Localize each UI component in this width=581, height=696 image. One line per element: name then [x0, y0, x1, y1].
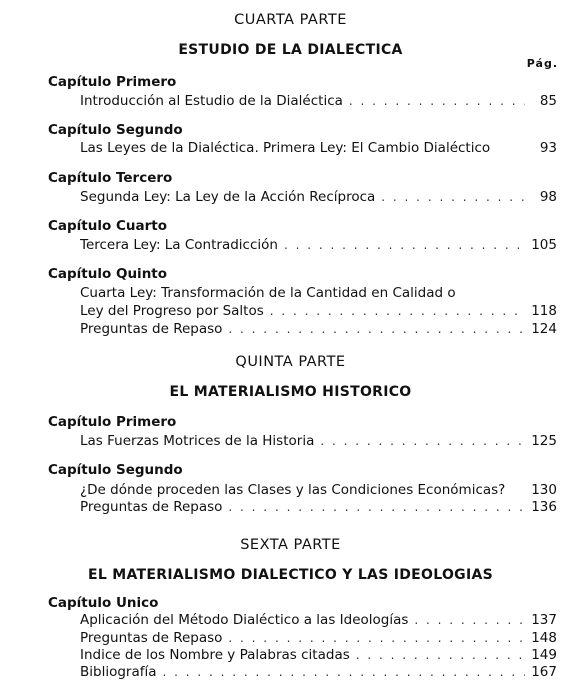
dot-leader [349, 94, 525, 108]
part-title: EL MATERIALISMO DIALECTICO Y LAS IDEOLOGIAS [88, 567, 493, 583]
chapter-heading: Capítulo Primero [48, 74, 177, 90]
toc-entry [80, 303, 557, 321]
entry-title: Preguntas de Repaso [80, 630, 223, 646]
toc-entry [80, 482, 557, 500]
part-title: EL MATERIALISMO HISTORICO [169, 384, 412, 400]
entry-title: Tercera Ley: La Contradicción [80, 237, 278, 253]
toc-entry [80, 321, 557, 339]
toc-entry [80, 140, 557, 158]
dot-leader [381, 190, 525, 204]
entry-page: 148 [531, 630, 557, 646]
dot-leader [414, 613, 525, 627]
chapter-heading: Capítulo Primero [48, 414, 177, 430]
entry-title: Las Leyes de la Dialéctica. Primera Ley: El Cambio Dialéctico [80, 140, 491, 156]
entry-page: 118 [531, 303, 557, 319]
part-label: CUARTA PARTE [234, 12, 347, 28]
toc-entry [80, 189, 557, 207]
entry-page: 85 [539, 93, 557, 109]
chapter-heading: Capítulo Segundo [48, 122, 183, 138]
dot-leader [284, 238, 525, 252]
toc-entry [80, 630, 557, 648]
dot-leader [163, 665, 525, 679]
dot-leader [228, 322, 525, 336]
entry-page: 98 [539, 189, 557, 205]
entry-title: Ley del Progreso por Saltos [80, 303, 264, 319]
entry-page: 149 [531, 647, 557, 663]
dot-leader [270, 304, 525, 318]
entry-page: 125 [531, 433, 557, 449]
toc-entry [80, 237, 557, 255]
chapter-heading: Capítulo Tercero [48, 170, 173, 186]
entry-title: Introducción al Estudio de la Dialéctica [80, 93, 343, 109]
entry-title: Bibliografía [80, 664, 157, 680]
toc-entry [80, 433, 557, 451]
entry-title: Indice de los Nombre y Palabras citadas [80, 647, 350, 663]
dot-leader [228, 631, 525, 645]
chapter-heading: Capítulo Quinto [48, 266, 168, 282]
toc-entry [80, 664, 557, 682]
chapter-heading: Capítulo Segundo [48, 462, 183, 478]
part-label: SEXTA PARTE [240, 537, 341, 553]
part-title: ESTUDIO DE LA DIALECTICA [178, 42, 403, 58]
toc-entry [80, 93, 557, 111]
entry-page: 105 [531, 237, 557, 253]
entry-title: Preguntas de Repaso [80, 499, 223, 515]
dot-leader [356, 648, 525, 662]
entry-title-line: Cuarta Ley: Transformación de la Cantidad en Calidad o [80, 285, 456, 301]
entry-page: 136 [531, 499, 557, 515]
entry-title: ¿De dónde proceden las Clases y las Condiciones Económicas? [80, 482, 506, 498]
toc-entry [80, 499, 557, 517]
part-label: QUINTA PARTE [235, 354, 346, 370]
entry-title: Aplicación del Método Dialéctico a las Ideologías [80, 612, 409, 628]
entry-title: Segunda Ley: La Ley de la Acción Recíproca [80, 189, 376, 205]
entry-page: 93 [539, 140, 557, 156]
chapter-heading: Capítulo Unico [48, 595, 159, 611]
entry-title: Las Fuerzas Motrices de la Historia [80, 433, 315, 449]
toc-entry [80, 612, 557, 630]
chapter-heading: Capítulo Cuarto [48, 218, 167, 234]
entry-page: 124 [531, 321, 557, 337]
toc-entry [80, 647, 557, 665]
entry-title: Preguntas de Repaso [80, 321, 223, 337]
entry-page: 137 [531, 612, 557, 628]
dot-leader [228, 500, 525, 514]
entry-page: 130 [531, 482, 557, 498]
page-column-label: Pág. [526, 57, 558, 70]
entry-page: 167 [531, 664, 557, 680]
dot-leader [320, 434, 525, 448]
